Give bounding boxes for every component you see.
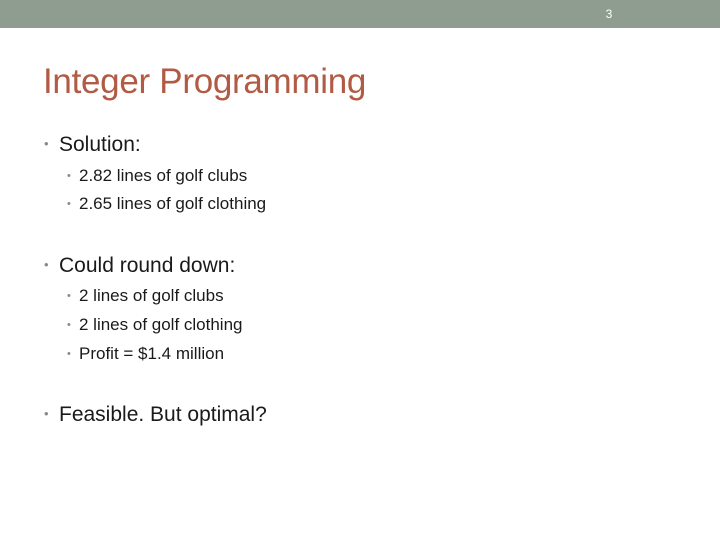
bullet-text: 2.65 lines of golf clothing bbox=[79, 194, 267, 213]
bullet-text: Could round down: bbox=[59, 254, 236, 277]
bullet-icon: • bbox=[44, 406, 49, 421]
bullet-icon: • bbox=[67, 290, 71, 302]
bullet-item-level1 bbox=[44, 254, 235, 278]
bullet-item-level2 bbox=[67, 315, 243, 335]
bullet-item-level1 bbox=[44, 133, 141, 157]
slide-number: 3 bbox=[605, 7, 613, 21]
bullet-icon: • bbox=[67, 198, 71, 210]
bullet-item-level1 bbox=[44, 403, 267, 427]
bullet-icon: • bbox=[44, 136, 49, 151]
bullet-item-level2 bbox=[67, 166, 247, 186]
top-bar bbox=[0, 0, 720, 28]
bullet-item-level2 bbox=[67, 344, 224, 364]
bullet-text: Feasible. But optimal? bbox=[59, 403, 267, 426]
bullet-text: 2 lines of golf clothing bbox=[79, 315, 243, 334]
bullet-text: Profit = $1.4 million bbox=[79, 344, 225, 363]
bullet-icon: • bbox=[44, 257, 49, 272]
bullet-item-level2 bbox=[67, 286, 224, 306]
bullet-icon: • bbox=[67, 170, 71, 182]
bullet-icon: • bbox=[67, 348, 71, 360]
bullet-text: 2.82 lines of golf clubs bbox=[79, 166, 248, 185]
bullet-item-level2 bbox=[67, 194, 266, 214]
bullet-text: Solution: bbox=[59, 133, 141, 156]
bullet-text: 2 lines of golf clubs bbox=[79, 286, 224, 305]
bullet-icon: • bbox=[67, 319, 71, 331]
slide-title: Integer Programming bbox=[43, 62, 367, 101]
